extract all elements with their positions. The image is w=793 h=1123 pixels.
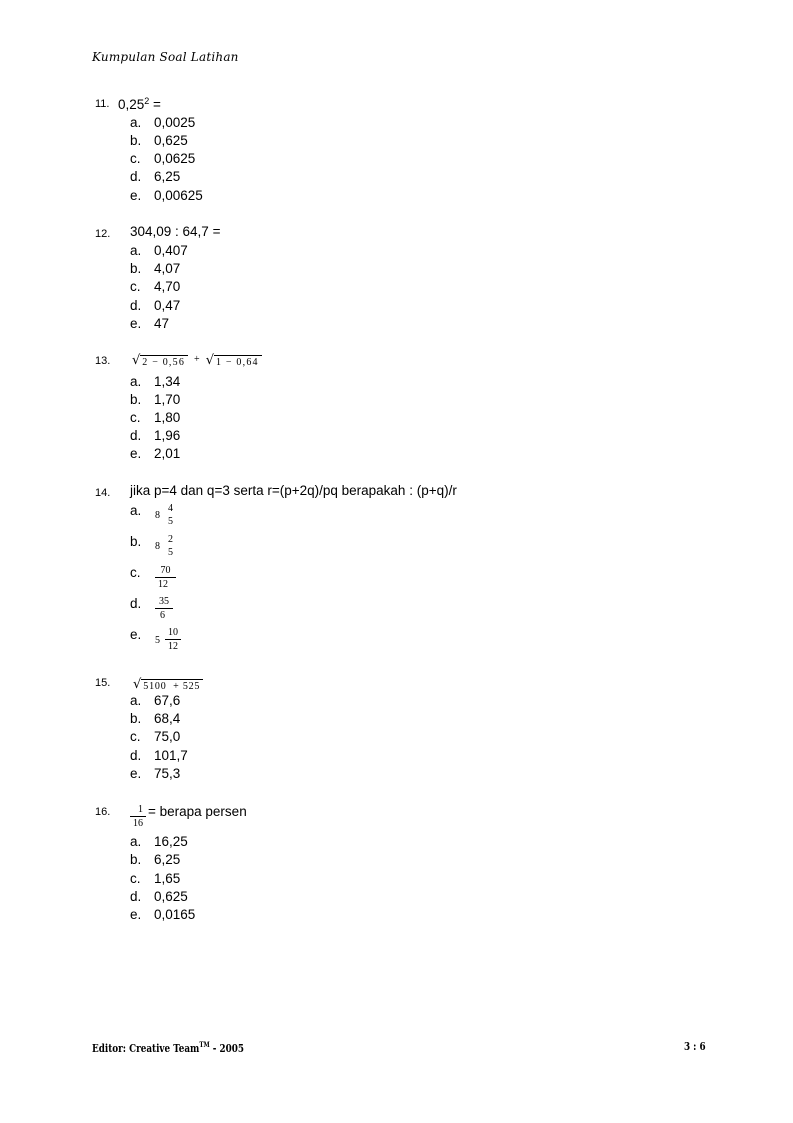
numerator: 10 [168,627,178,638]
option-b-letter: b. [130,534,142,549]
option-value: 1,80 [154,410,181,425]
fraction [130,804,146,830]
option-value: 0,0625 [154,151,196,166]
option-d [130,169,180,187]
stem-tail: = berapa persen [148,804,247,819]
question-stem [118,96,161,112]
option-letter: e. [130,446,142,461]
numerator: 2 [168,534,173,545]
option-c [130,151,195,169]
option-value: 4,07 [154,261,181,276]
option-value: 16,25 [154,834,188,849]
option-a [130,834,188,852]
option-e [130,766,180,784]
trademark-mark: TM [199,1040,210,1049]
option-b [130,261,180,279]
option-value: 1,96 [154,428,181,443]
option-letter: a. [130,834,142,849]
option-b [130,711,180,729]
question-number: 12. [95,228,111,240]
footer-year: - 2005 [209,1042,245,1055]
option-e [130,316,169,334]
option-d-value [155,596,173,622]
option-value: 47 [154,316,170,331]
square-root-1 [132,354,188,368]
option-c-value [155,565,176,591]
option-value: 2,01 [154,446,181,461]
option-a [130,115,195,133]
question-number: 11. [95,98,110,110]
square-root-2 [206,354,262,368]
option-value: 0,625 [154,133,188,148]
fraction [165,627,181,653]
question-number: 14. [95,487,111,499]
footer-editor-text: Editor: Creative Team [92,1042,200,1055]
numerator: 35 [159,596,169,607]
denominator: 5 [168,516,173,527]
option-value: 0,0165 [154,907,196,922]
stem-exponent: 2 [144,96,150,106]
fraction [155,596,173,622]
option-value: 4,70 [154,279,181,294]
option-letter: e. [130,188,142,203]
option-e-value [155,627,181,653]
option-c-letter: c. [130,565,141,580]
denominator: 12 [165,639,181,653]
page-number: 3 : 6 [684,1040,706,1053]
question-stem: jika p=4 dan q=3 serta r=(p+2q)/pq berapakah : (p+q)/r [130,483,457,498]
option-letter: a. [130,374,142,389]
option-c [130,871,180,889]
question-stem: 304,09 : 64,7 = [130,224,221,239]
option-c [130,729,180,747]
question-expression [133,676,203,692]
option-value: 1,34 [154,374,181,389]
option-letter: b. [130,133,142,148]
option-letter: a. [130,243,142,258]
whole-number: 8 [155,541,160,552]
option-value: 75,0 [154,729,181,744]
option-letter: c. [130,729,141,744]
whole-number: 8 [155,510,160,521]
option-value: 0,407 [154,243,188,258]
radicand: 1 − 0,64 [214,355,262,368]
option-e [130,188,203,206]
option-b [130,392,180,410]
option-a-letter: a. [130,503,142,518]
option-e [130,907,195,925]
denominator: 5 [168,547,173,558]
footer-editor [92,1040,244,1055]
option-letter: e. [130,907,142,922]
radical-icon: √ [132,353,141,368]
option-letter: b. [130,261,142,276]
square-root [133,678,203,692]
option-c [130,279,180,297]
option-d [130,748,188,766]
option-letter: d. [130,428,142,443]
option-letter: d. [130,298,142,313]
option-value: 75,3 [154,766,181,781]
question-stem [130,804,247,830]
option-letter: d. [130,889,142,904]
option-value: 68,4 [154,711,181,726]
option-letter: c. [130,151,141,166]
option-letter: b. [130,392,142,407]
denominator: 6 [155,608,173,622]
option-value: 0,00625 [154,188,203,203]
option-d [130,428,180,446]
option-letter: b. [130,711,142,726]
denominator: 16 [130,816,146,830]
option-letter: c. [130,871,141,886]
whole-number: 5 [155,634,160,646]
numerator: 70 [160,565,171,576]
option-a [130,243,188,261]
option-value: 0,47 [154,298,181,313]
numerator: 1 [138,804,143,815]
option-letter: d. [130,169,142,184]
option-d-letter: d. [130,596,142,611]
stem-tail: = [149,97,161,112]
option-value: 67,6 [154,693,181,708]
option-e-letter: e. [130,627,142,642]
option-b [130,852,180,870]
option-value: 6,25 [154,169,181,184]
option-value: 1,70 [154,392,181,407]
fraction [165,534,176,559]
option-a-value [155,503,176,528]
option-value: 1,65 [154,871,181,886]
numerator: 4 [168,503,173,514]
option-letter: a. [130,693,142,708]
option-d [130,889,188,907]
page-header: Kumpulan Soal Latihan [92,50,239,64]
radicand: 2 − 0,56 [140,355,188,368]
option-value: 0,0025 [154,115,196,130]
option-letter: c. [130,279,141,294]
option-value: 0,625 [154,889,188,904]
option-b-value [155,534,176,559]
option-value: 101,7 [154,748,188,763]
option-letter: c. [130,410,141,425]
option-letter: b. [130,852,142,867]
question-number: 16. [95,806,111,818]
operator: + [194,354,200,365]
option-c [130,410,180,428]
question-number: 15. [95,677,111,689]
denominator: 12 [155,577,176,591]
option-letter: d. [130,748,142,763]
option-a [130,693,180,711]
stem-base: 0,25 [118,97,145,112]
option-a [130,374,180,392]
option-d [130,298,180,316]
option-e [130,446,180,464]
question-number: 13. [95,355,111,367]
radicand: 5100 + 525 [141,679,203,692]
fraction [165,503,176,528]
question-expression [132,354,262,368]
option-b [130,133,188,151]
radical-icon: √ [133,677,142,692]
fraction [155,565,176,591]
radical-icon: √ [205,353,214,368]
option-value: 6,25 [154,852,181,867]
option-letter: e. [130,316,142,331]
option-letter: a. [130,115,142,130]
option-letter: e. [130,766,142,781]
